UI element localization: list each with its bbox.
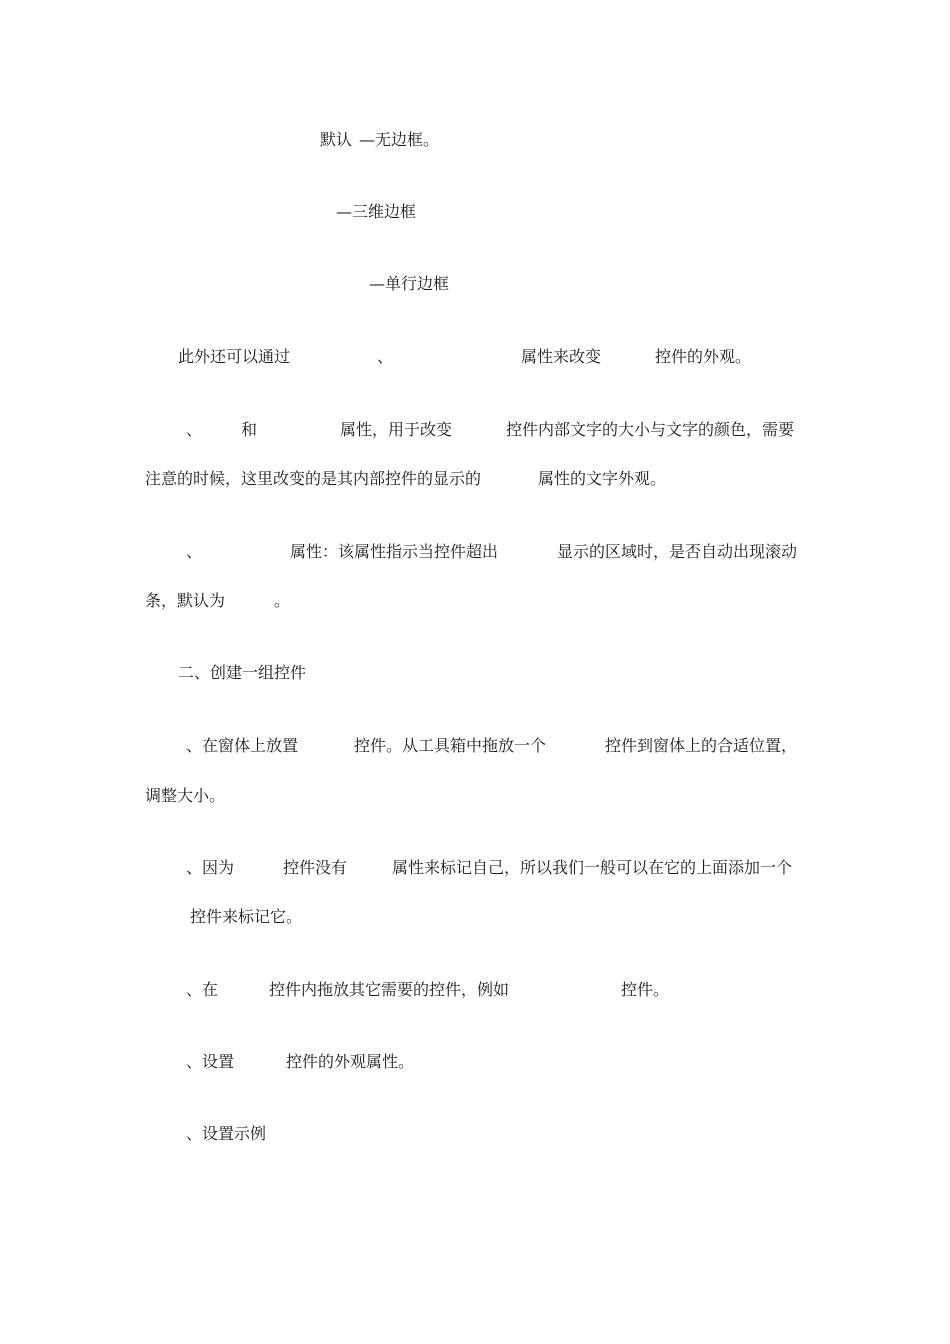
text-segment: 、	[377, 347, 394, 366]
text-segment: 、	[186, 542, 203, 561]
text-segment: 、在窗体上放置	[186, 736, 299, 755]
text-segment: 属性的文字外观。	[538, 469, 667, 488]
text-segment: 控件来标记它。	[190, 907, 303, 926]
text-segment: —三维边框	[336, 202, 417, 221]
text-segment: 条，默认为	[145, 591, 226, 610]
text-segment: 、设置	[186, 1052, 235, 1071]
text-segment: —单行边框	[369, 274, 450, 293]
step-5-line	[0, 1122, 950, 1146]
text-segment: 和	[241, 420, 258, 439]
text-segment: 控件内拖放其它需要的控件，例如	[269, 980, 510, 999]
appearance-paragraph	[0, 345, 950, 369]
text-segment: 控件没有	[283, 858, 348, 877]
text-segment: 属性：该属性指示当控件超出	[290, 542, 499, 561]
step-2-line-1	[0, 856, 950, 880]
text-segment: 、设置示例	[186, 1124, 267, 1143]
text-segment: 、在	[186, 980, 219, 999]
border-style-fixed3d-line	[0, 200, 950, 224]
font-property-line-1	[0, 418, 950, 442]
step-2-line-2	[0, 905, 950, 929]
text-segment: —无边框。	[359, 130, 440, 149]
autoscroll-property-line-1	[0, 540, 950, 564]
step-1-line-1	[0, 734, 950, 758]
text-segment: 显示的区域时，是否自动出现滚动	[557, 542, 798, 561]
text-segment: 二、创建一组控件	[178, 663, 307, 682]
text-segment: 控件。从工具箱中拖放一个	[354, 736, 547, 755]
text-segment: 此外还可以通过	[178, 347, 291, 366]
text-segment: 注意的时候，这里改变的是其内部控件的显示的	[145, 469, 482, 488]
step-1-line-2	[0, 784, 950, 808]
step-3-line	[0, 978, 950, 1002]
text-segment: 控件的外观。	[655, 347, 752, 366]
text-segment: 属性来标记自己，所以我们一般可以在它的上面添加一个	[392, 858, 793, 877]
text-segment: 默认	[320, 130, 353, 149]
font-property-line-2	[0, 467, 950, 491]
border-style-none-line	[0, 128, 950, 152]
text-segment: 。	[274, 591, 291, 610]
text-segment: 控件内部文字的大小与文字的颜色，需要	[506, 420, 795, 439]
text-segment: 控件的外观属性。	[286, 1052, 415, 1071]
section-two-heading	[0, 661, 950, 685]
step-4-line	[0, 1050, 950, 1074]
text-segment: 、	[186, 420, 203, 439]
text-segment: 属性，用于改变	[340, 420, 453, 439]
autoscroll-property-line-2	[0, 589, 950, 613]
text-segment: 控件到窗体上的合适位置，	[605, 736, 798, 755]
text-segment: 、因为	[186, 858, 235, 877]
text-segment: 调整大小。	[145, 786, 226, 805]
text-segment: 属性来改变	[521, 347, 602, 366]
border-style-fixedsingle-line	[0, 272, 950, 296]
text-segment: 控件。	[621, 980, 670, 999]
